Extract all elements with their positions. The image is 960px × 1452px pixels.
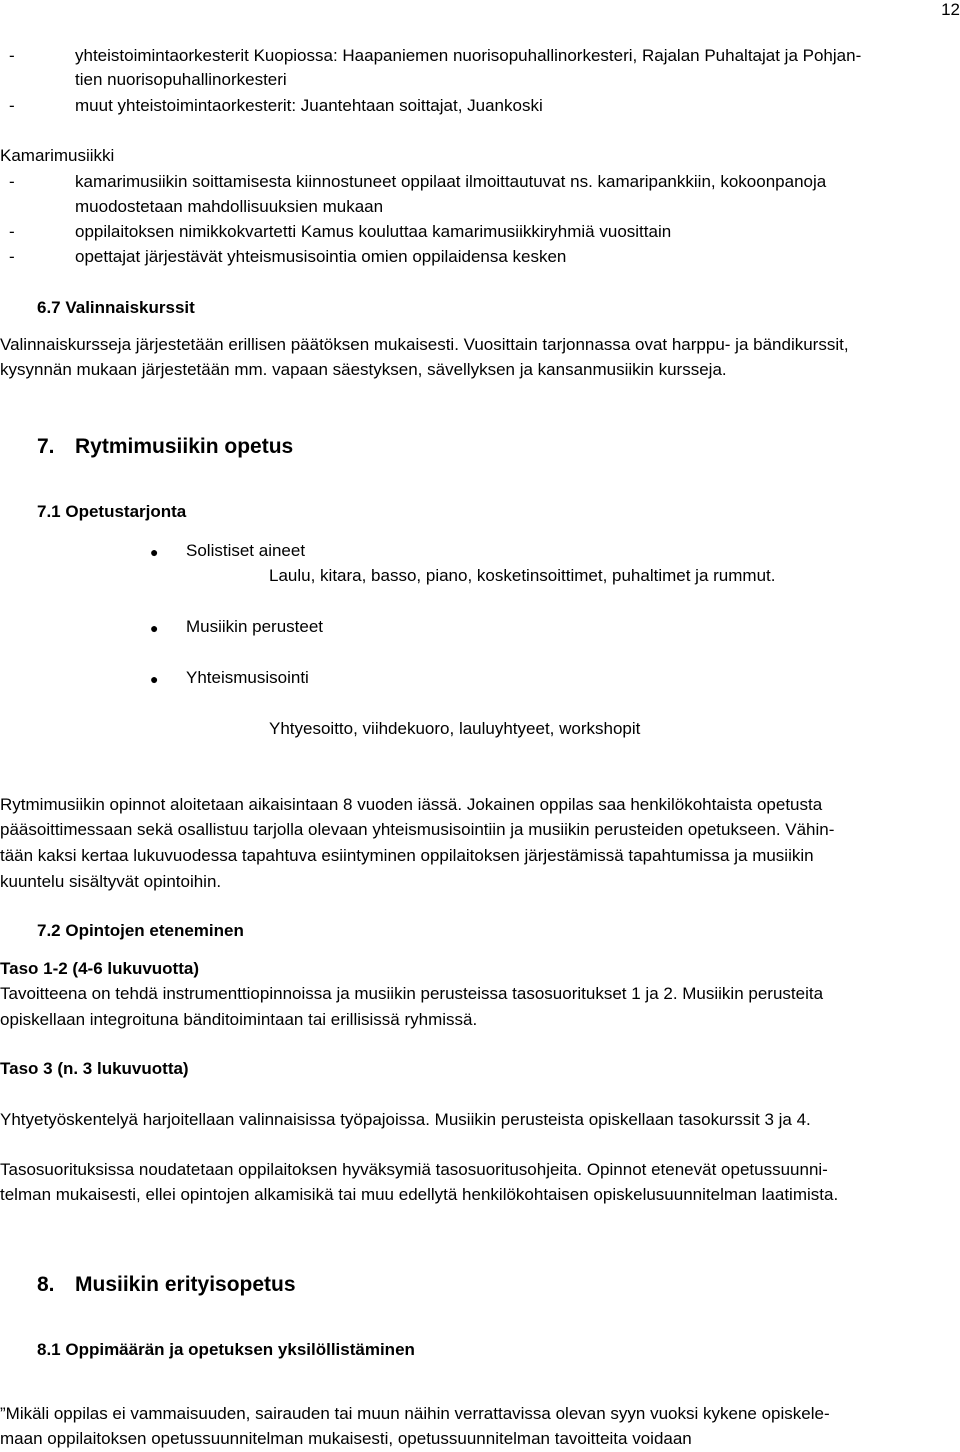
paragraph-line: Yhtyetyöskentelyä harjoitellaan valinnaisissa työpajoissa. Musiikin perusteista opiskellaan tasokurssit 3 ja 4. <box>0 1110 811 1129</box>
list-item: opettajat järjestävät yhteismusisointia omien oppilaidensa kesken <box>75 247 567 266</box>
offering-label: Solistiset aineet <box>186 541 306 560</box>
level-title: Taso 1-2 (4-6 lukuvuotta) <box>0 959 199 978</box>
dash-marker: - <box>9 222 15 241</box>
dash-marker: - <box>9 172 15 191</box>
section-heading-8-1: 8.1 Oppimäärän ja opetuksen yksilöllistäminen <box>37 1340 415 1359</box>
section-title-7: Rytmimusiikin opetus <box>75 435 294 458</box>
section-heading-6-7: 6.7 Valinnaiskurssit <box>37 298 195 317</box>
kamari-title: Kamarimusiikki <box>0 146 115 165</box>
offering-label: Musiikin perusteet <box>186 617 324 636</box>
offering-detail: Laulu, kitara, basso, piano, kosketinsoittimet, puhaltimet ja rummut. <box>269 566 776 585</box>
list-item: kamarimusiikin soittamisesta kiinnostuneet oppilaat ilmoittautuvat ns. kamaripankkiin, kokoonpanoja <box>75 172 827 191</box>
dash-marker: - <box>9 247 15 266</box>
offering-label: Yhteismusisointi <box>186 668 309 687</box>
paragraph-line: kuuntelu sisältyvät opintoihin. <box>0 872 222 891</box>
section-heading-7-1: 7.1 Opetustarjonta <box>37 502 187 521</box>
dash-marker: - <box>9 96 15 115</box>
bullet-icon: ● <box>150 671 159 687</box>
level-title: Taso 3 (n. 3 lukuvuotta) <box>0 1059 189 1078</box>
dash-marker: - <box>9 46 15 65</box>
bullet-icon: ● <box>150 620 159 636</box>
paragraph-line: kysynnän mukaan järjestetään mm. vapaan säestyksen, sävellyksen ja kansanmusiikin kursseja. <box>0 360 727 379</box>
section-title-8: Musiikin erityisopetus <box>75 1273 296 1296</box>
bullet-icon: ● <box>150 544 159 560</box>
paragraph-line: telman mukaisesti, ellei opintojen alkamisikä tai muu edellytä henkilökohtaisen opiskelusuunnitelman laatimista. <box>0 1185 839 1204</box>
list-item-continued: muodostetaan mahdollisuuksien mukaan <box>75 197 384 216</box>
page-number: 12 <box>941 0 960 19</box>
paragraph-line: opiskellaan integroituna bänditoimintaan tai erillisissä ryhmissä. <box>0 1010 478 1029</box>
quote-line: ”Mikäli oppilas ei vammaisuuden, sairauden tai muun näihin verrattavissa olevan syyn vuoksi kykene opiskele- <box>0 1404 830 1423</box>
list-item: yhteistoimintaorkesterit Kuopiossa: Haapaniemen nuorisopuhallinorkesteri, Rajalan Puhaltajat ja Pohjan- <box>75 46 862 65</box>
list-item: muut yhteistoimintaorkesterit: Juantehtaan soittajat, Juankoski <box>75 96 543 115</box>
list-item-continued: tien nuorisopuhallinorkesteri <box>75 70 287 89</box>
section-number-8: 8. <box>37 1273 55 1296</box>
paragraph-line: Tasosuorituksissa noudatetaan oppilaitoksen hyväksymiä tasosuoritusohjeita. Opinnot etenevät opetussuunni- <box>0 1160 828 1179</box>
paragraph-line: Rytmimusiikin opinnot aloitetaan aikaisintaan 8 vuoden iässä. Jokainen oppilas saa henkilökohtaista opetusta <box>0 795 823 814</box>
section-heading-7-2: 7.2 Opintojen eteneminen <box>37 921 244 940</box>
paragraph-line: Tavoitteena on tehdä instrumenttiopinnoissa ja musiikin perusteissa tasosuoritukset 1 ja 2. Musiikin perusteita <box>0 984 824 1003</box>
offering-detail: Yhtyesoitto, viihdekuoro, lauluyhtyeet, workshopit <box>269 719 641 738</box>
section-number-7: 7. <box>37 435 55 458</box>
quote-line: maan oppilaitoksen opetussuunnitelman mukaisesti, opetussuunnitelman tavoitteita voidaan <box>0 1429 692 1448</box>
paragraph-line: tään kaksi kertaa lukuvuodessa tapahtuva esiintyminen oppilaitoksen järjestämissä tapahtumissa ja musiikin <box>0 846 814 865</box>
paragraph-line: pääsoittimessaan sekä osallistuu tarjolla olevaan yhteismusisointiin ja musiikin perusteiden opetukseen. Vähin- <box>0 820 835 839</box>
paragraph-line: Valinnaiskursseja järjestetään erillisen päätöksen mukaisesti. Vuosittain tarjonnassa ovat harppu- ja bändikurssit, <box>0 335 849 354</box>
list-item: oppilaitoksen nimikkokvartetti Kamus kouluttaa kamarimusiikkiryhmiä vuosittain <box>75 222 672 241</box>
